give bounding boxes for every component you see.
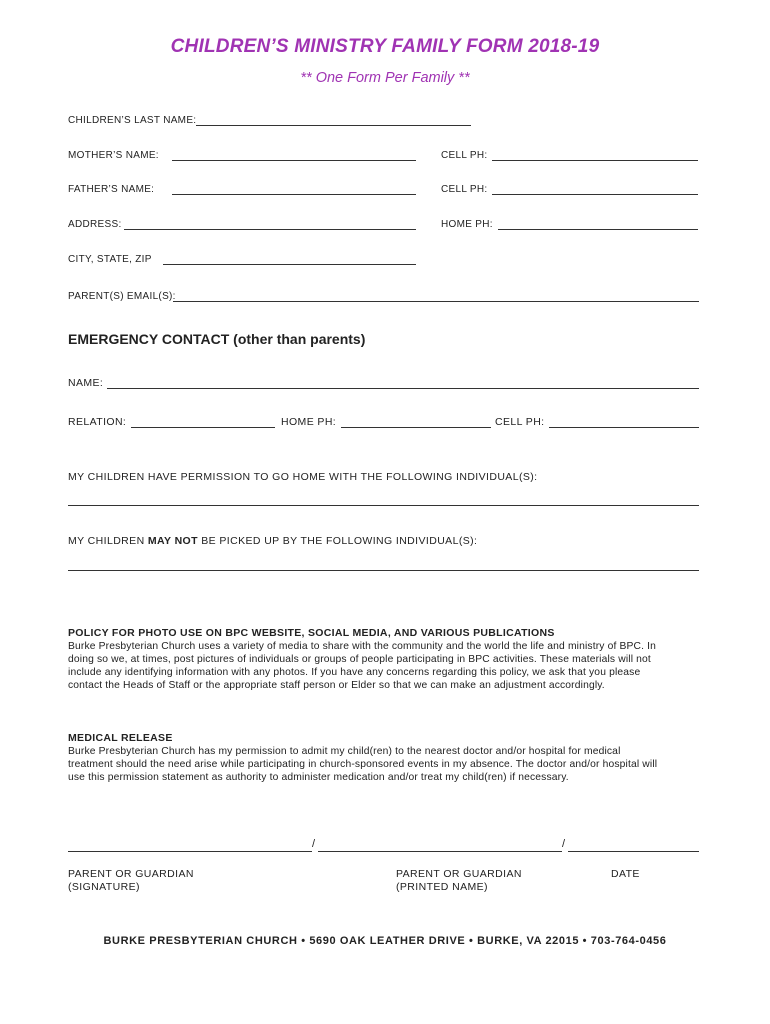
childrens-last-name-label: CHILDREN’S LAST NAME: (68, 115, 197, 126)
printed-name-label-line1: PARENT OR GUARDIAN (396, 868, 522, 880)
date-field[interactable] (568, 851, 699, 852)
photo-policy-line: contact the Heads of Staff or the appropriate staff person or Elder so that we can make an adjustment accordingly. (68, 680, 605, 691)
emergency-home-phone-label: HOME PH: (281, 416, 337, 428)
signature-field[interactable] (68, 851, 312, 852)
emergency-home-phone-field[interactable] (341, 427, 491, 428)
mothers-name-field[interactable] (172, 160, 416, 161)
photo-policy-text (68, 640, 703, 692)
parent-email-label: PARENT(S) EMAIL(S): (68, 291, 176, 302)
city-state-zip-field[interactable] (163, 264, 416, 265)
medical-release-heading: MEDICAL RELEASE (68, 732, 173, 744)
medical-release-text (68, 745, 703, 784)
fathers-name-label: FATHER’S NAME: (68, 184, 155, 195)
pickup-permission-field[interactable] (68, 505, 699, 506)
pickup-restriction-label (68, 535, 477, 547)
photo-policy-line: include any identifying information with any photos. If you have any concerns regarding this policy, we ask that you please (68, 667, 641, 678)
address-label: ADDRESS: (68, 219, 122, 230)
signature-separator: / (312, 838, 316, 850)
emergency-cell-phone-field[interactable] (549, 427, 699, 428)
form-subtitle: ** One Form Per Family ** (300, 70, 470, 86)
father-cell-label: CELL PH: (441, 184, 488, 195)
medical-release-line: Burke Presbyterian Church has my permission to admit my child(ren) to the nearest doctor and/or hospital for medical (68, 746, 621, 757)
church-footer: BURKE PRESBYTERIAN CHURCH • 5690 OAK LEATHER DRIVE • BURKE, VA 22015 • 703-764-0456 (103, 935, 667, 947)
childrens-last-name-field[interactable] (196, 125, 471, 126)
mother-cell-label: CELL PH: (441, 150, 488, 161)
signature-label-line2: (SIGNATURE) (68, 881, 140, 893)
pickup-permission-label: MY CHILDREN HAVE PERMISSION TO GO HOME WITH THE FOLLOWING INDIVIDUAL(S): (68, 471, 538, 483)
medical-release-line: use this permission statement as authority to administer medication and/or treat my child(ren) if necessary. (68, 772, 569, 783)
mothers-name-label: MOTHER’S NAME: (68, 150, 159, 161)
address-field[interactable] (124, 229, 416, 230)
pickup-restriction-field[interactable] (68, 570, 699, 571)
photo-policy-heading: POLICY FOR PHOTO USE ON BPC WEBSITE, SOCIAL MEDIA, AND VARIOUS PUBLICATIONS (68, 627, 555, 639)
photo-policy-line: Burke Presbyterian Church uses a variety of media to share with the community and the world the life and ministry of BPC. In (68, 641, 657, 652)
city-state-zip-label: CITY, STATE, ZIP (68, 254, 152, 265)
fathers-name-field[interactable] (172, 194, 416, 195)
father-cell-field[interactable] (492, 194, 698, 195)
photo-policy-line: doing so we, at times, post pictures of individuals or groups of people participating in BPC activities. These materials will not (68, 654, 651, 665)
parent-email-field[interactable] (173, 301, 699, 302)
date-separator: / (562, 838, 566, 850)
relation-label: RELATION: (68, 416, 127, 428)
emergency-name-label: NAME: (68, 377, 104, 389)
may-not-emphasis: MAY NOT (147, 535, 198, 547)
pickup-restriction-suffix: BE PICKED UP BY THE FOLLOWING INDIVIDUAL(S): (197, 535, 478, 547)
date-label: DATE (611, 868, 640, 880)
pickup-restriction-prefix: MY CHILDREN (68, 535, 148, 547)
relation-field[interactable] (131, 427, 275, 428)
emergency-contact-heading: EMERGENCY CONTACT (other than parents) (68, 331, 366, 347)
printed-name-field[interactable] (318, 851, 562, 852)
emergency-name-field[interactable] (107, 388, 699, 389)
signature-label-line1: PARENT OR GUARDIAN (68, 868, 194, 880)
printed-name-label-line2: (PRINTED NAME) (396, 881, 488, 893)
mother-cell-field[interactable] (492, 160, 698, 161)
emergency-cell-phone-label: CELL PH: (495, 416, 545, 428)
home-phone-field[interactable] (498, 229, 698, 230)
form-title: CHILDREN’S MINISTRY FAMILY FORM 2018-19 (170, 36, 600, 57)
medical-release-line: treatment should the need arise while participating in church-sponsored events in my absence. The doctor and/or hospital will (68, 759, 658, 770)
home-phone-label: HOME PH: (441, 219, 493, 230)
